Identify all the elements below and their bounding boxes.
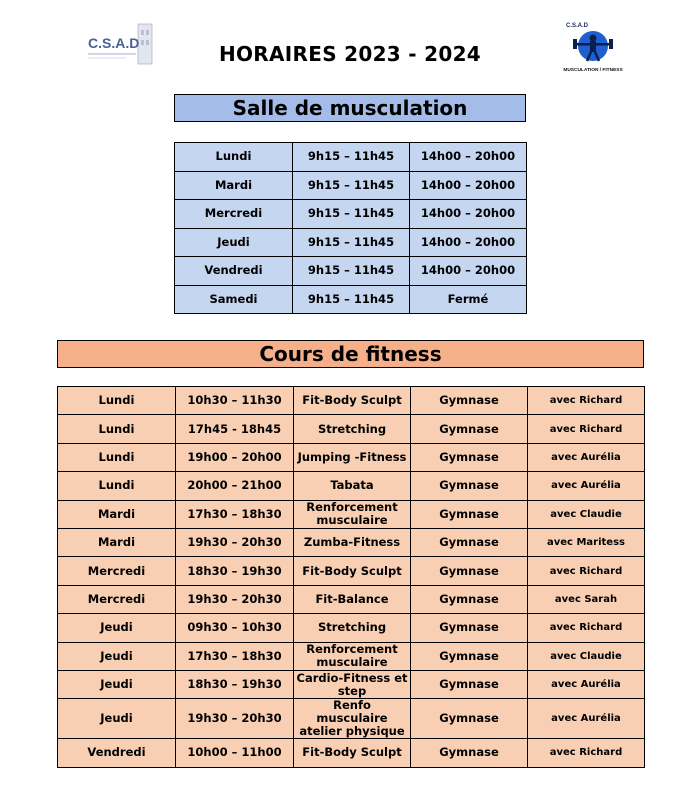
fit-day-cell: Lundi — [58, 472, 176, 500]
gym-morning-cell: 9h15 – 11h45 — [293, 200, 410, 229]
fit-place-cell: Gymnase — [411, 614, 528, 642]
gym-morning-cell: 9h15 – 11h45 — [293, 143, 410, 172]
fitness-schedule-table — [57, 386, 645, 768]
fit-course-cell: Fit-Body Sculpt — [294, 387, 411, 415]
fit-coach-cell: avec Richard — [528, 739, 645, 767]
fit-place-cell: Gymnase — [411, 642, 528, 670]
fit-course-cell: Cardio-Fitness et step — [294, 670, 411, 698]
fit-place-cell: Gymnase — [411, 528, 528, 556]
fit-coach-cell: avec Richard — [528, 415, 645, 443]
fit-place-cell: Gymnase — [411, 557, 528, 585]
gym-section-title: Salle de musculation — [174, 94, 526, 122]
fit-day-cell: Lundi — [58, 415, 176, 443]
fit-place-cell: Gymnase — [411, 387, 528, 415]
fit-coach-cell: avec Richard — [528, 387, 645, 415]
gym-afternoon-cell: 14h00 – 20h00 — [410, 228, 527, 257]
fit-time-cell: 17h45 - 18h45 — [176, 415, 294, 443]
fit-time-cell: 10h00 – 11h00 — [176, 739, 294, 767]
gym-afternoon-cell: 14h00 – 20h00 — [410, 143, 527, 172]
page-title: HORAIRES 2023 - 2024 — [218, 42, 482, 66]
fit-course-cell: Renforcement musculaire — [294, 500, 411, 528]
fit-course-cell: Renforcement musculaire — [294, 642, 411, 670]
gym-day-cell: Vendredi — [175, 257, 293, 286]
fit-time-cell: 19h30 – 20h30 — [176, 585, 294, 613]
fit-place-cell: Gymnase — [411, 500, 528, 528]
fitness-row — [58, 585, 645, 613]
csad-logo-left — [86, 22, 154, 68]
fit-place-cell: Gymnase — [411, 443, 528, 471]
fit-coach-cell: avec Aurélia — [528, 699, 645, 739]
gym-morning-cell: 9h15 – 11h45 — [293, 171, 410, 200]
fit-place-cell: Gymnase — [411, 739, 528, 767]
gym-day-cell: Samedi — [175, 285, 293, 314]
fit-place-cell: Gymnase — [411, 670, 528, 698]
gym-row — [175, 171, 527, 200]
fit-day-cell: Jeudi — [58, 699, 176, 739]
gym-morning-cell: 9h15 – 11h45 — [293, 257, 410, 286]
logo-left-text: C.S.A.D — [88, 35, 140, 51]
fit-coach-cell: avec Aurélia — [528, 443, 645, 471]
fitness-row — [58, 739, 645, 767]
fit-day-cell: Lundi — [58, 443, 176, 471]
fit-time-cell: 18h30 – 19h30 — [176, 557, 294, 585]
fit-place-cell: Gymnase — [411, 472, 528, 500]
fit-time-cell: 17h30 – 18h30 — [176, 500, 294, 528]
fit-time-cell: 10h30 – 11h30 — [176, 387, 294, 415]
gym-afternoon-cell: Fermé — [410, 285, 527, 314]
fit-day-cell: Lundi — [58, 387, 176, 415]
fit-place-cell: Gymnase — [411, 585, 528, 613]
fit-time-cell: 19h30 – 20h30 — [176, 528, 294, 556]
fit-course-cell: Fit-Balance — [294, 585, 411, 613]
fit-day-cell: Mardi — [58, 528, 176, 556]
gym-row — [175, 200, 527, 229]
fit-day-cell: Jeudi — [58, 642, 176, 670]
fit-day-cell: Jeudi — [58, 614, 176, 642]
gym-afternoon-cell: 14h00 – 20h00 — [410, 171, 527, 200]
fit-day-cell: Mercredi — [58, 585, 176, 613]
gym-morning-cell: 9h15 – 11h45 — [293, 228, 410, 257]
gym-day-cell: Jeudi — [175, 228, 293, 257]
gym-afternoon-cell: 14h00 – 20h00 — [410, 257, 527, 286]
fit-course-cell: Fit-Body Sculpt — [294, 739, 411, 767]
fit-course-cell: Jumping -Fitness — [294, 443, 411, 471]
fit-place-cell: Gymnase — [411, 699, 528, 739]
fitness-row — [58, 500, 645, 528]
fit-time-cell: 09h30 – 10h30 — [176, 614, 294, 642]
fitness-row — [58, 472, 645, 500]
gym-row — [175, 228, 527, 257]
gym-day-cell: Mercredi — [175, 200, 293, 229]
fit-time-cell: 20h00 – 21h00 — [176, 472, 294, 500]
gym-schedule-table — [174, 142, 527, 314]
fit-time-cell: 18h30 – 19h30 — [176, 670, 294, 698]
fitness-row — [58, 528, 645, 556]
fitness-row — [58, 443, 645, 471]
gym-day-cell: Lundi — [175, 143, 293, 172]
fit-coach-cell: avec Claudie — [528, 642, 645, 670]
fit-course-cell: Stretching — [294, 614, 411, 642]
fit-course-cell: Stretching — [294, 415, 411, 443]
fit-course-cell: Renfo musculaire atelier physique — [294, 699, 411, 739]
fit-coach-cell: avec Richard — [528, 614, 645, 642]
fit-place-cell: Gymnase — [411, 415, 528, 443]
fit-course-cell: Fit-Body Sculpt — [294, 557, 411, 585]
fitness-section-title: Cours de fitness — [57, 340, 644, 368]
gym-morning-cell: 9h15 – 11h45 — [293, 285, 410, 314]
fitness-row — [58, 642, 645, 670]
fit-coach-cell: avec Claudie — [528, 500, 645, 528]
csad-logo-right — [558, 20, 628, 74]
gym-row — [175, 143, 527, 172]
fit-day-cell: Vendredi — [58, 739, 176, 767]
fitness-row — [58, 670, 645, 698]
fitness-row — [58, 415, 645, 443]
fitness-row — [58, 557, 645, 585]
fit-coach-cell: avec Aurélia — [528, 472, 645, 500]
fitness-row — [58, 699, 645, 739]
fit-coach-cell: avec Aurélia — [528, 670, 645, 698]
fit-time-cell: 17h30 – 18h30 — [176, 642, 294, 670]
fit-course-cell: Zumba-Fitness — [294, 528, 411, 556]
logo-right-bottom-text: MUSCULATION / FITNESS — [563, 68, 623, 73]
fit-day-cell: Mardi — [58, 500, 176, 528]
fit-coach-cell: avec Maritess — [528, 528, 645, 556]
fit-coach-cell: avec Sarah — [528, 585, 645, 613]
gym-day-cell: Mardi — [175, 171, 293, 200]
gym-row — [175, 285, 527, 314]
gym-afternoon-cell: 14h00 – 20h00 — [410, 200, 527, 229]
fit-day-cell: Jeudi — [58, 670, 176, 698]
fit-day-cell: Mercredi — [58, 557, 176, 585]
gym-row — [175, 257, 527, 286]
fit-time-cell: 19h30 – 20h30 — [176, 699, 294, 739]
fit-course-cell: Tabata — [294, 472, 411, 500]
fitness-row — [58, 614, 645, 642]
fit-coach-cell: avec Richard — [528, 557, 645, 585]
fit-time-cell: 19h00 – 20h00 — [176, 443, 294, 471]
logo-right-top-text: C.S.A.D — [566, 23, 589, 29]
fitness-row — [58, 387, 645, 415]
